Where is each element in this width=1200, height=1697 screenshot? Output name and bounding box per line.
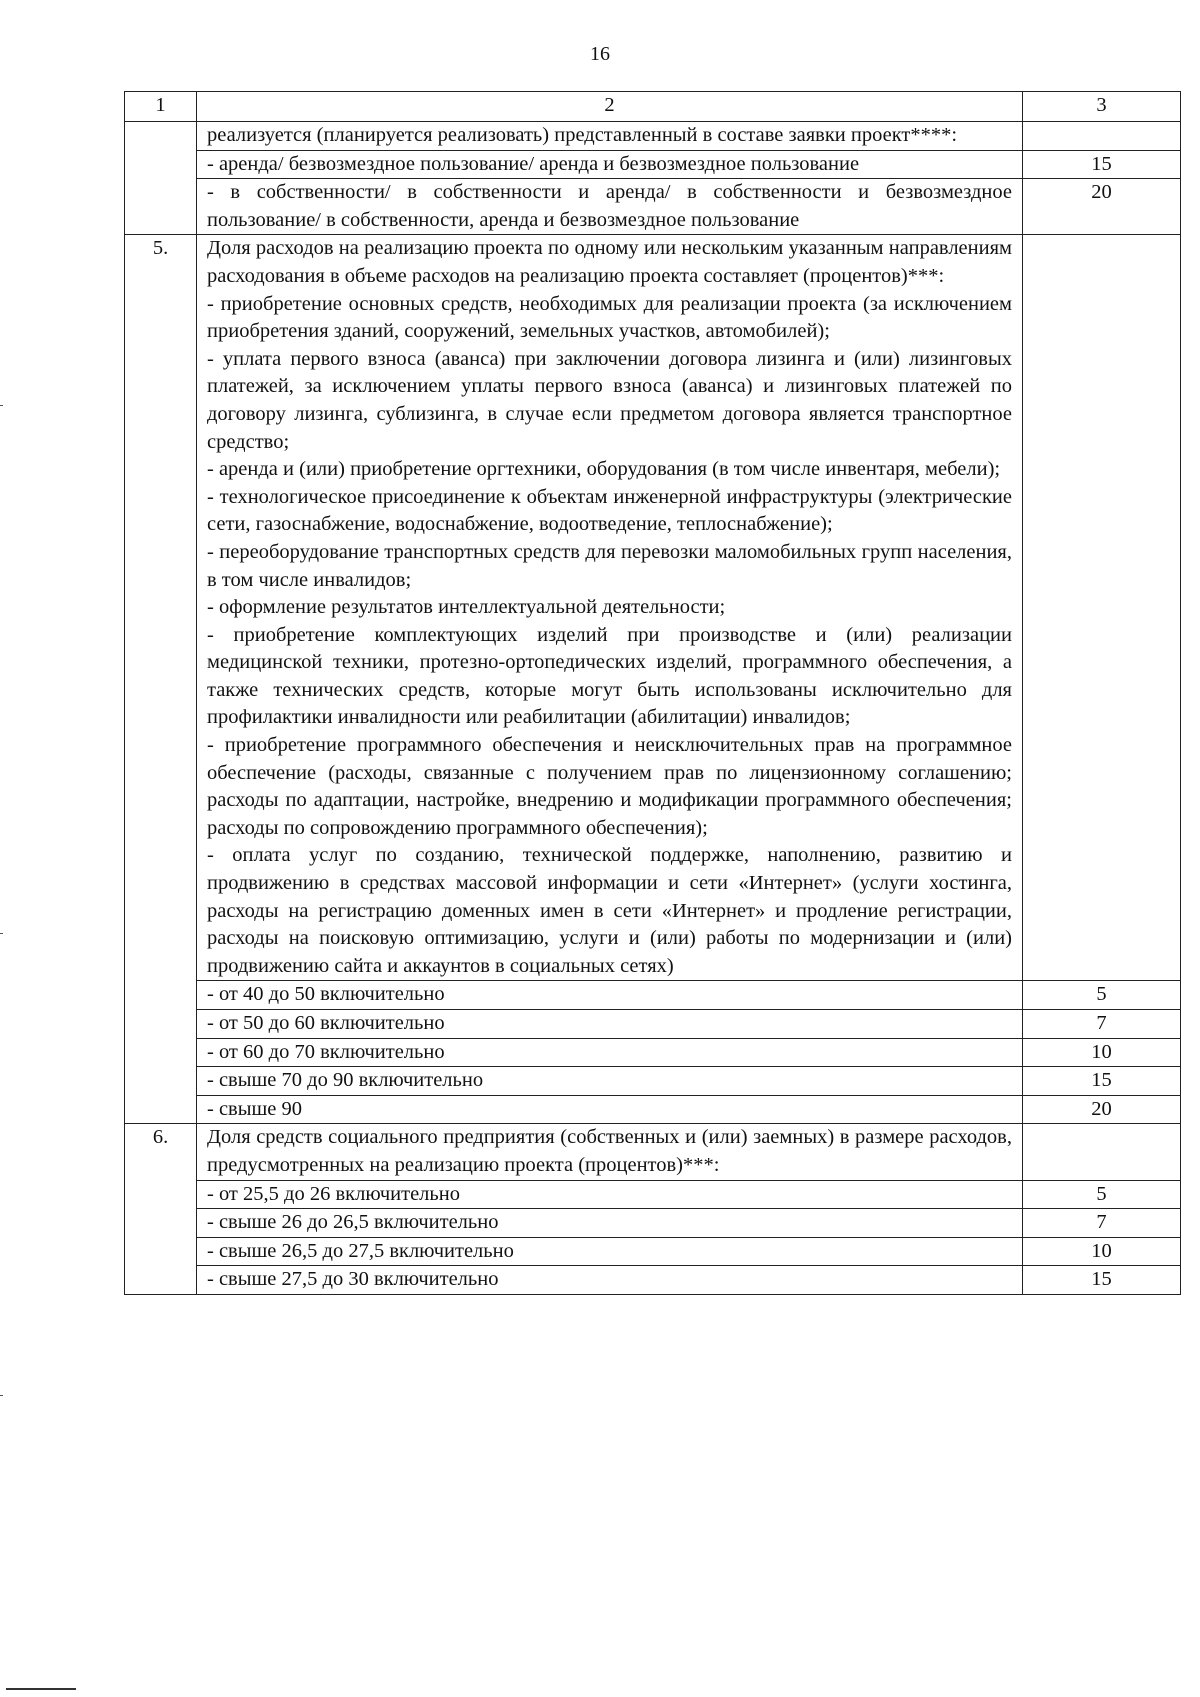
paragraph: - уплата первого взноса (аванса) при заключении договора лизинга и (или) лизинговых платежей, за исключением уплаты первого взноса (аванса) и лизинговых платежей по договору лизинга, сублизинга, в случае если предметом договора является транспортное средство; <box>207 347 1012 453</box>
column-header-3: 3 <box>1023 92 1181 122</box>
row-points: 7 <box>1023 1010 1181 1039</box>
column-header-2: 2 <box>197 92 1023 122</box>
page-number: 16 <box>590 43 610 65</box>
row-text: - аренда/ безвозмездное пользование/ аренда и безвозмездное пользование <box>197 150 1023 179</box>
row-number <box>125 1067 197 1096</box>
scan-edge-mark <box>0 933 3 934</box>
row-text: - от 25,5 до 26 включительно <box>197 1180 1023 1209</box>
table-row-section-5 <box>125 235 1181 981</box>
scan-bottom-line <box>6 1688 76 1690</box>
row-number: 5. <box>125 235 197 981</box>
row-points: 5 <box>1023 1180 1181 1209</box>
row-points: 15 <box>1023 1266 1181 1295</box>
row-number <box>125 1038 197 1067</box>
row-points <box>1023 235 1181 981</box>
row-text: - от 50 до 60 включительно <box>197 1010 1023 1039</box>
row-number <box>125 122 197 151</box>
row-points: 10 <box>1023 1237 1181 1266</box>
row-number <box>125 150 197 179</box>
table-row <box>125 179 1181 235</box>
row-number <box>125 179 197 235</box>
row-number <box>125 1180 197 1209</box>
table-header-row <box>125 92 1181 122</box>
row-text: - свыше 26,5 до 27,5 включительно <box>197 1237 1023 1266</box>
paragraph: - приобретение основных средств, необходимых для реализации проекта (за исключением приобретения зданий, сооружений, земельных участков, автомобилей); <box>207 292 1012 343</box>
row-text: - от 40 до 50 включительно <box>197 981 1023 1010</box>
row-points: 5 <box>1023 981 1181 1010</box>
table-row <box>125 1237 1181 1266</box>
row-points <box>1023 1124 1181 1180</box>
criteria-table <box>124 91 1181 1295</box>
row-text: - в собственности/ в собственности и аренда/ в собственности и безвозмездное пользование/ в собственности, аренда и безвозмездное пользование <box>197 179 1023 235</box>
table-row <box>125 1038 1181 1067</box>
row-number: 6. <box>125 1124 197 1180</box>
paragraph: - переоборудование транспортных средств для перевозки маломобильных групп населения, в том числе инвалидов; <box>207 540 1012 591</box>
table-row <box>125 981 1181 1010</box>
row-points: 7 <box>1023 1209 1181 1238</box>
table-row <box>125 1010 1181 1039</box>
row-number <box>125 1237 197 1266</box>
row-points: 20 <box>1023 179 1181 235</box>
row-number <box>125 1095 197 1124</box>
row-text: Доля средств социального предприятия (собственных и (или) заемных) в размере расходов, предусмотренных на реализацию проекта (процентов)***: <box>197 1124 1023 1180</box>
row-text: - свыше 27,5 до 30 включительно <box>197 1266 1023 1295</box>
table-row <box>125 1095 1181 1124</box>
row-points: 15 <box>1023 150 1181 179</box>
table-row <box>125 1209 1181 1238</box>
row-number <box>125 981 197 1010</box>
table-row-section-6 <box>125 1124 1181 1180</box>
row-points: 20 <box>1023 1095 1181 1124</box>
row-text: - свыше 26 до 26,5 включительно <box>197 1209 1023 1238</box>
scan-edge-mark <box>0 1395 3 1396</box>
table-row <box>125 1180 1181 1209</box>
table-row <box>125 150 1181 179</box>
row-points: 10 <box>1023 1038 1181 1067</box>
paragraph: - приобретение программного обеспечения и неисключительных прав на программное обеспечение (расходы, связанные с получением прав по лицензионному соглашению; расходы по адаптации, настройке, внедрению и модификации программного обеспечения; расходы по сопровождению программного обеспечения); <box>207 734 1012 839</box>
scan-edge-mark <box>0 405 3 406</box>
row-text <box>197 235 1023 981</box>
table-row <box>125 1266 1181 1295</box>
column-header-1: 1 <box>125 92 197 122</box>
table-row <box>125 122 1181 151</box>
paragraph: - оплата услуг по созданию, технической поддержке, наполнению, развитию и продвижению в средствах массовой информации и сети «Интернет» (услуги хостинга, расходы на регистрацию доменных имен в сети «Интернет» и продление регистрации, расходы на поисковую оптимизацию, услуги и (или) работы по модернизации и (или) продвижению сайта и аккаунтов в социальных сетях) <box>207 844 1012 977</box>
paragraph: - оформление результатов интеллектуальной деятельности; <box>207 596 726 619</box>
table-row <box>125 1067 1181 1096</box>
row-text: - свыше 90 <box>197 1095 1023 1124</box>
paragraph: - приобретение комплектующих изделий при производстве и (или) реализации медицинской техники, протезно-ортопедических изделий, программного обеспечения, а также технических средств, которые могут быть использованы исключительно для профилактики инвалидности или реабилитации (абилитации) инвалидов; <box>207 623 1012 729</box>
row-text: - от 60 до 70 включительно <box>197 1038 1023 1067</box>
row-number <box>125 1266 197 1295</box>
row-text: - свыше 70 до 90 включительно <box>197 1067 1023 1096</box>
paragraph: - технологическое присоединение к объектам инженерной инфраструктуры (электрические сети, газоснабжение, водоснабжение, водоотведение, теплоснабжение); <box>207 485 1012 536</box>
paragraph: Доля расходов на реализацию проекта по одному или нескольким указанным направлениям расходования в объеме расходов на реализацию проекта составляет (процентов)***: <box>207 237 1012 287</box>
row-points <box>1023 122 1181 151</box>
row-number <box>125 1209 197 1238</box>
paragraph: - аренда и (или) приобретение оргтехники, оборудования (в том числе инвентаря, мебели); <box>207 458 1001 481</box>
row-points: 15 <box>1023 1067 1181 1096</box>
row-number <box>125 1010 197 1039</box>
row-text: реализуется (планируется реализовать) представленный в составе заявки проект****: <box>197 122 1023 151</box>
